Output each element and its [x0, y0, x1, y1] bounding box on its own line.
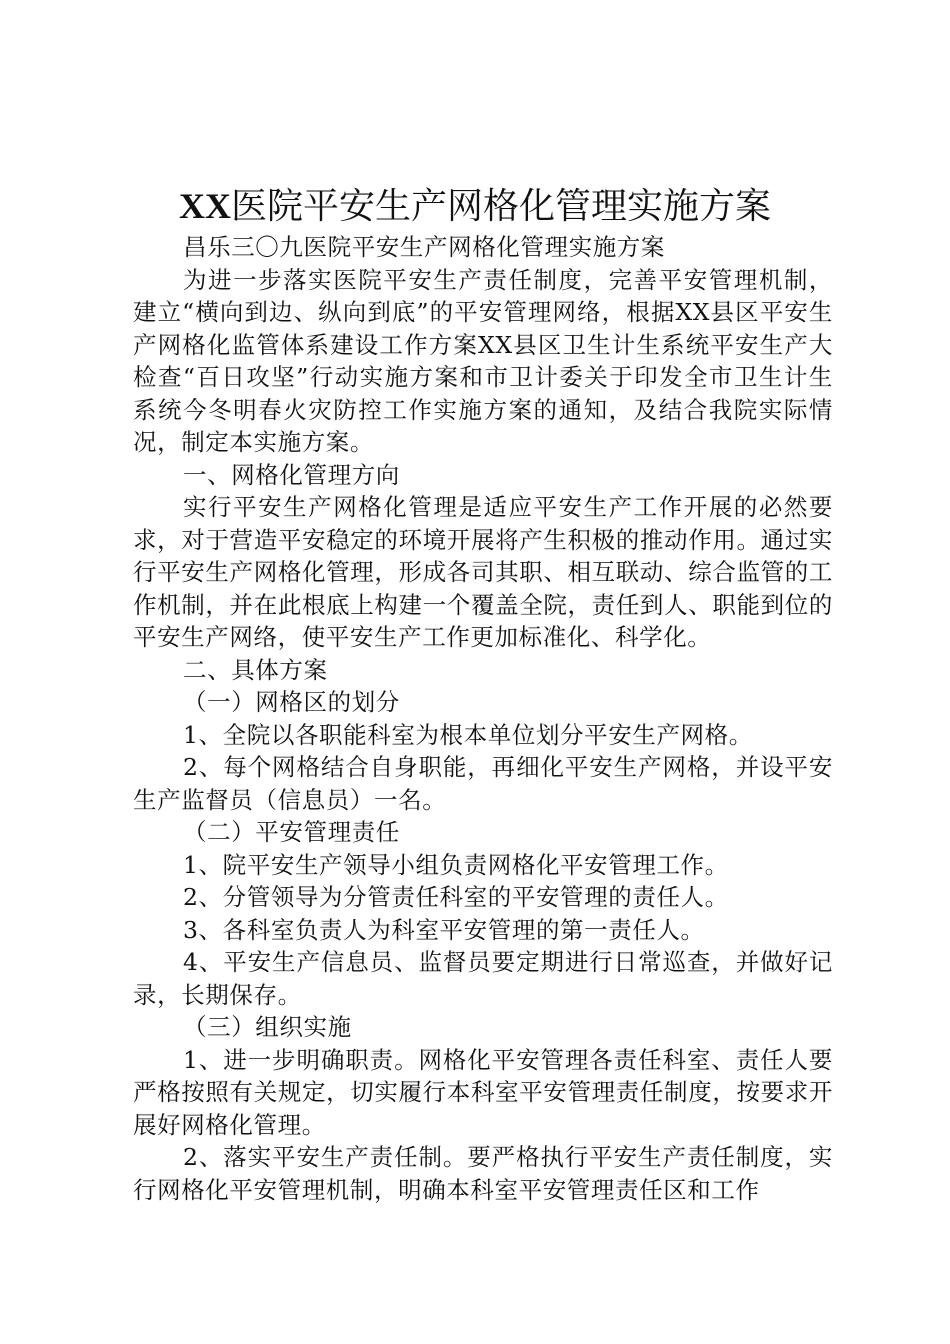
section-heading-2: 二、具体方案: [183, 655, 328, 684]
list-item: 2、落实平安生产责任制。要严格执行平安生产责任制度，实行网格化平安管理机制，明确本科室平安管理责任区和工作: [133, 1143, 833, 1204]
list-item: 1、进一步明确职责。网格化平安管理各责任科室、责任人要严格按照有关规定，切实履行本科室平安管理责任制度，按要求开展好网格化管理。: [133, 1045, 833, 1139]
list-item: 2、分管领导为分管责任科室的平安管理的责任人。: [183, 883, 729, 911]
intro-paragraph: 为进一步落实医院平安生产责任制度，完善平安管理机制，建立“横向到边、纵向到底”的平安管理网络，根据XX县区平安生产网格化监管体系建设工作方案XX县区卫生计生系统平安生产大检查“百日攻坚”行动实施方案和市卫计委关于印发全市卫生计生系统今冬明春火灾防控工作实施方案的通知，及结合我院实际情况，制定本实施方案。: [133, 265, 833, 456]
list-item: 2、每个网格结合自身职能，再细化平安生产网格，并设平安生产监督员（信息员）一名。: [133, 753, 833, 814]
list-item: 1、院平安生产领导小组负责网格化平安管理工作。: [183, 850, 729, 879]
subsection-heading-1: （一）网格区的划分: [183, 688, 400, 716]
subtitle-paragraph: 昌乐三〇九医院平安生产网格化管理实施方案: [183, 233, 665, 261]
list-item: 3、各科室负责人为科室平安管理的第一责任人。: [183, 915, 705, 944]
document-title: [0, 183, 950, 230]
list-item: 1、全院以各职能科室为根本单位划分平安生产网格。: [183, 720, 753, 749]
title-text: 医院平安生产网格化管理实施方案: [230, 186, 771, 227]
list-item: 4、平安生产信息员、监督员要定期进行日常巡查，并做好记录，长期保存。: [133, 948, 833, 1009]
title-prefix: XX: [178, 186, 231, 226]
section-1-paragraph: 实行平安生产网格化管理是适应平安生产工作开展的必然要求，对于营造平安稳定的环境开展将产生积极的推动作用。通过实行平安生产网格化管理，形成各司其职、相互联动、综合监管的工作机制，并在此根底上构建一个覆盖全院，责任到人、职能到位的平安生产网络，使平安生产工作更加标准化、科学化。: [133, 493, 833, 651]
subsection-heading-3: （三）组织实施: [183, 1013, 352, 1041]
document-body: [133, 231, 833, 1206]
section-heading-1: 一、网格化管理方向: [183, 460, 400, 489]
subsection-heading-2: （二）平安管理责任: [183, 818, 400, 846]
